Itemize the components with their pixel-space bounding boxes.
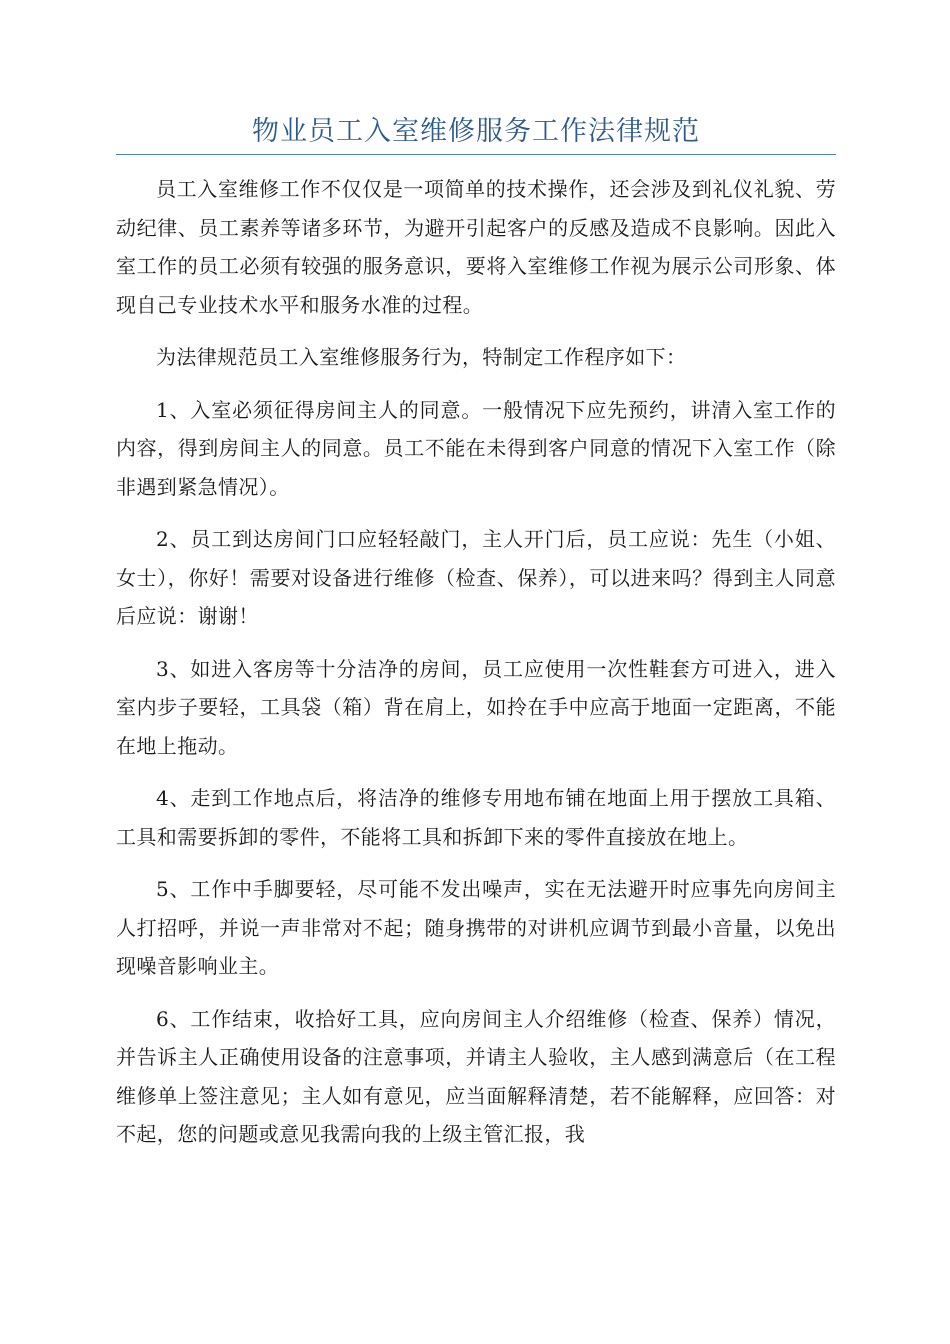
paragraph-rule-5: 5、工作中手脚要轻，尽可能不发出噪声，实在无法避开时应事先向房间主人打招呼，并说一声非常对不起；随身携带的对讲机应调节到最小音量，以免出现噪音影响业主。 (116, 877, 836, 978)
paragraph-rule-6: 6、工作结束，收拾好工具，应向房间主人介绍维修（检查、保养）情况，并告诉主人正确使用设备的注意事项，并请主人验收，主人感到满意后（在工程维修单上签注意见；主人如有意见，应当面解释清楚，若不能解释，应回答：对不起，您的问题或意见我需向我的上级主管汇报，我 (116, 1006, 836, 1146)
paragraph-intro: 员工入室维修工作不仅仅是一项简单的技术操作，还会涉及到礼仪礼貌、劳动纪律、员工素养等诸多环节，为避开引起客户的反感及造成不良影响。因此入室工作的员工必须有较强的服务意识，要将入室维修工作视为展示公司形象、体现自己专业技术水平和服务水准的过程。 (116, 177, 836, 317)
paragraph-rule-4: 4、走到工作地点后，将洁净的维修专用地布铺在地面上用于摆放工具箱、工具和需要拆卸的零件，不能将工具和拆卸下来的零件直接放在地上。 (116, 786, 836, 849)
paragraph-rule-1: 1、入室必须征得房间主人的同意。一般情况下应先预约，讲清入室工作的内容，得到房间主人的同意。员工不能在未得到客户同意的情况下入室工作（除非遇到紧急情况）。 (116, 397, 836, 499)
paragraph-procedure-intro: 为法律规范员工入室维修服务行为，特制定工作程序如下： (156, 345, 687, 369)
title-underline (116, 154, 836, 155)
paragraph-rule-2: 2、员工到达房间门口应轻轻敲门，主人开门后，员工应说：先生（小姐、女士），你好！需要对设备进行维修（检查、保养），可以进来吗？得到主人同意后应说：谢谢！ (116, 527, 836, 628)
paragraph-rule-3: 3、如进入客房等十分洁净的房间，员工应使用一次性鞋套方可进入，进入室内步子要轻，工具袋（箱）背在肩上，如拎在手中应高于地面一定距离，不能在地上拖动。 (116, 656, 836, 758)
document-body (116, 170, 836, 1168)
document-title: 物业员工入室维修服务工作法律规范 (252, 116, 700, 147)
